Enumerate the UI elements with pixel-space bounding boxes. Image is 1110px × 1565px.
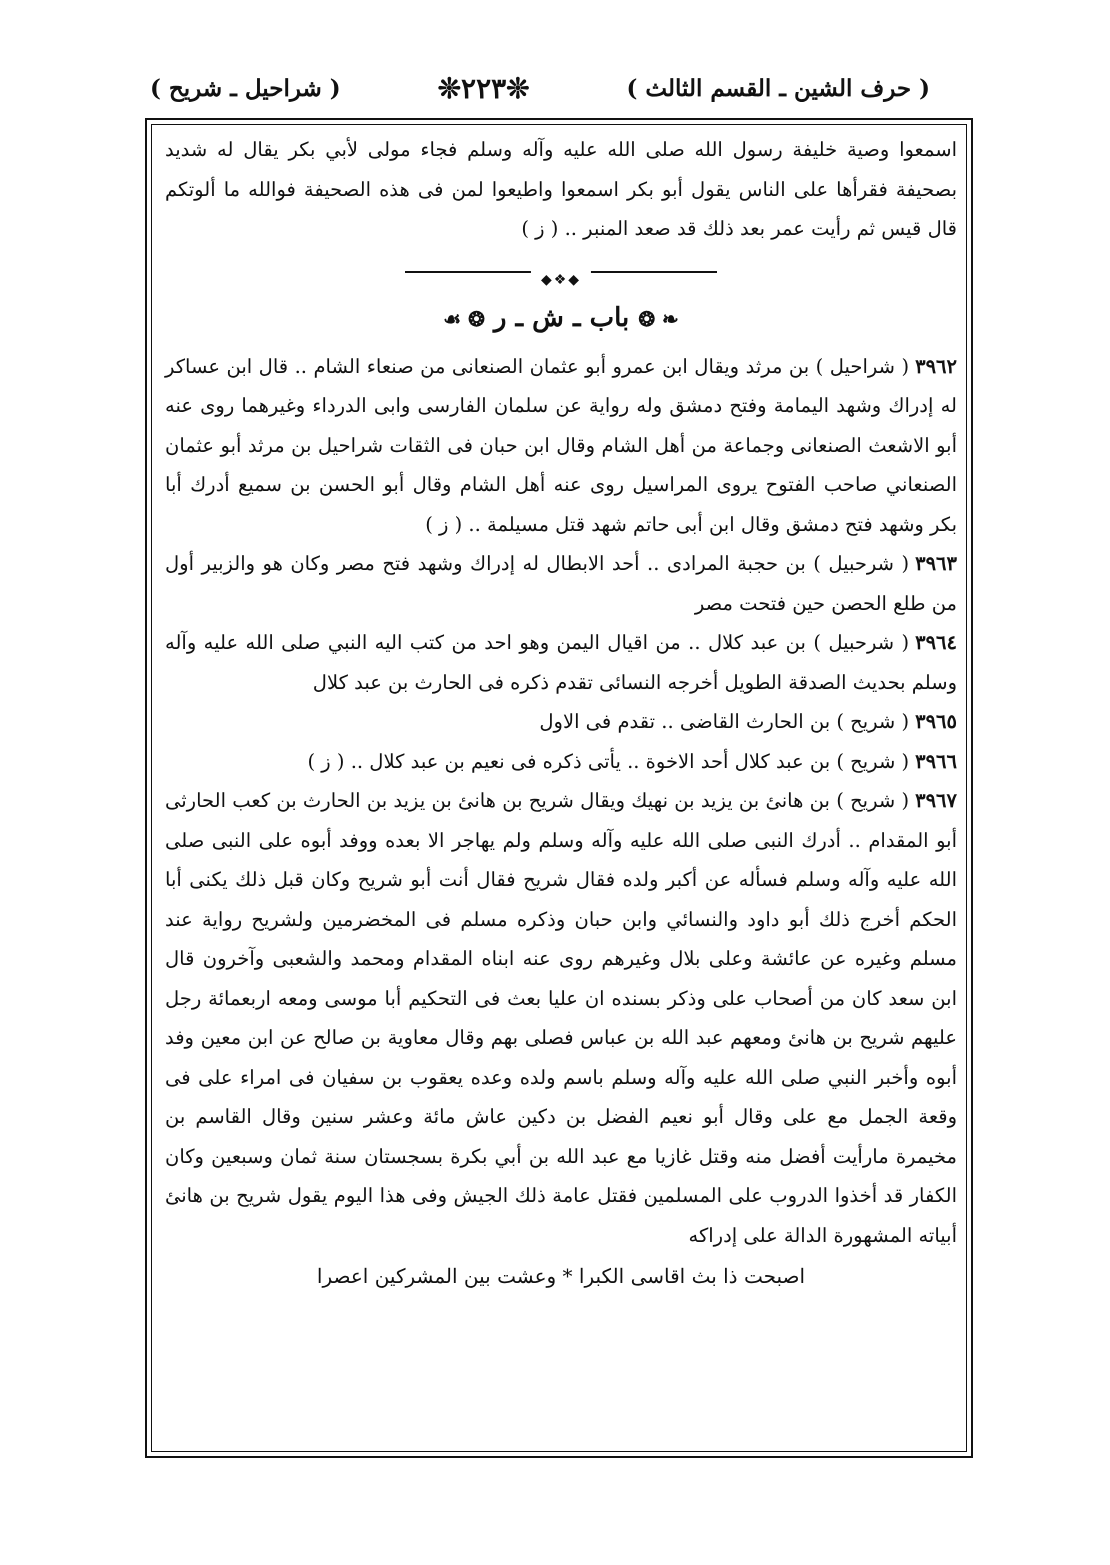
header-chapter-title: ( حرف الشين ـ القسم الثالث ) [626,74,930,102]
entry [165,544,957,623]
entry-text: ( شراحيل ) بن مرثد ويقال ابن عمرو أبو عثمان الصنعانى من صنعاء الشام .. قال ابن عساكر له إدراك وشهد اليمامة وفتح دمشق وله رواية عن سلمان الفارسى وابى الدرداء وغيرهما روى عنه أبو الاشعث الصنعانى وجماعة من أهل الشام وقال ابن حبان فى الثقات شراحيل بن مرثد أبو عثمان الصنعاني صاحب الفتوح يروى المراسيل روى عنه أهل الشام وقال أبو الحسن بن سميع أدرك أبا بكر وشهد فتح دمشق وقال ابن أبى حاتم شهد قتل مسيلمة .. ( ز ) [165,354,957,536]
entry [165,781,957,1255]
poem-verse: اصبحت ذا بث اقاسى الكبرا * وعشت بين المشركين اعصرا [316,1264,806,1288]
ornament-icon: ❧ ❂ [638,306,679,331]
section-divider [165,249,957,289]
ornament-icon: ◆❖◆ [531,261,591,301]
entry [165,623,957,702]
entry-number: ٣٩٦٥ [915,710,957,733]
entry [165,347,957,545]
entry-text: ( شريح ) بن الحارث القاضى .. تقدم فى الاول [539,710,910,733]
entry-text: ( شرحبيل ) بن عبد كلال .. من اقيال اليمن وهو احد من كتب اليه النبي صلى الله عليه وآله وسلم بحديث الصدقة الطويل أخرجه النسائى تقدم ذكره فى الحارث بن عبد كلال [165,631,957,694]
page-frame [145,118,973,1458]
entry-text: ( شرحبيل ) بن حجبة المرادى .. أحد الابطال له إدراك وشهد فتح مصر وكان هو والزبير أول من طلع الحصن حين فتحت مصر [165,552,957,615]
entry-text: ( شريح ) بن عبد كلال أحد الاخوة .. يأتى ذكره فى نعيم بن عبد كلال .. ( ز ) [307,749,910,773]
section-title-text: باب ـ ش ـ ر [493,302,630,333]
entry-text: ( شريح ) بن هانئ بن يزيد بن نهيك ويقال شريح بن هانئ بن يزيد بن الحارث بن كعب الحارثى أبو المقدام .. أدرك النبى صلى الله عليه وآله وسلم ولم يهاجر الا بعده ووفد أبوه على النبى صلى الله عليه وآله وسلم فسأله عن أكبر ولده فقال شريح فقال أنت أبو شريح وكان قبل ذلك يكنى أبا الحكم أخرج ذلك أبو داود والنسائي وابن حبان وذكره مسلم فى المخضرمين ولشريح رواية عند مسلم وغيره عن عائشة وعلى بلال وغيرهم روى عنه ابناه المقدام ومحمد والشعبى وآخرون قال ابن سعد كان من أصحاب على وذكر بسنده ان عليا بعث فى التحكيم أبا موسى ومعه اربعمائة رجل عليهم شريح بن هانئ ومعهم عبد الله بن عباس فصلى بهم وقال معاوية بن صالح عن ابن معين وفد أبوه وأخبر النبي صلى الله عليه وآله وسلم باسم ولده وعده يعقوب بن سفيان فى امراء على فى وقعة الجمل مع على وقال أبو نعيم الفضل بن دكين عاش مائة وعشر سنين وقال القاسم بن مخيمرة مارأيت أفضل منه وقتل غازيا مع عبد الله بن أبي بكرة بسجستان سنة ثمان وسبعين وكان الكفار قد أخذوا الدروب على المسلمين فقتل عامة ذلك الجيش وفى هذا اليوم يقول شريح بن هانئ أبياته المشهورة الدالة على إدراكه [165,789,957,1247]
section-title [165,289,957,347]
ornament-icon: ❂ ☙ [443,306,485,331]
entry-number: ٣٩٦٤ [915,631,957,654]
divider-line [405,271,717,273]
page-number: ❊٢٢٣❊ [437,71,530,105]
entry-number: ٣٩٦٦ [915,749,957,773]
entry-number: ٣٩٦٧ [915,789,957,812]
page-body [165,130,957,1297]
header-entry-range: ( شراحيل ـ شريح ) [150,74,341,102]
entry [165,702,957,742]
intro-paragraph: اسمعوا وصية خليفة رسول الله صلى الله عليه وآله وسلم فجاء مولى لأبي بكر يقال له شديد بصحيفة فقرأها على الناس يقول أبو بكر اسمعوا واطيعوا لمن فى هذه الصحيفة فوالله ما ألوتكم قال قيس ثم رأيت عمر بعد ذلك قد صعد المنبر .. ( ز ) [165,138,957,240]
page-header [150,60,930,116]
entry-number: ٣٩٦٣ [915,552,957,575]
entry-number: ٣٩٦٢ [915,354,957,378]
entry [165,742,957,782]
